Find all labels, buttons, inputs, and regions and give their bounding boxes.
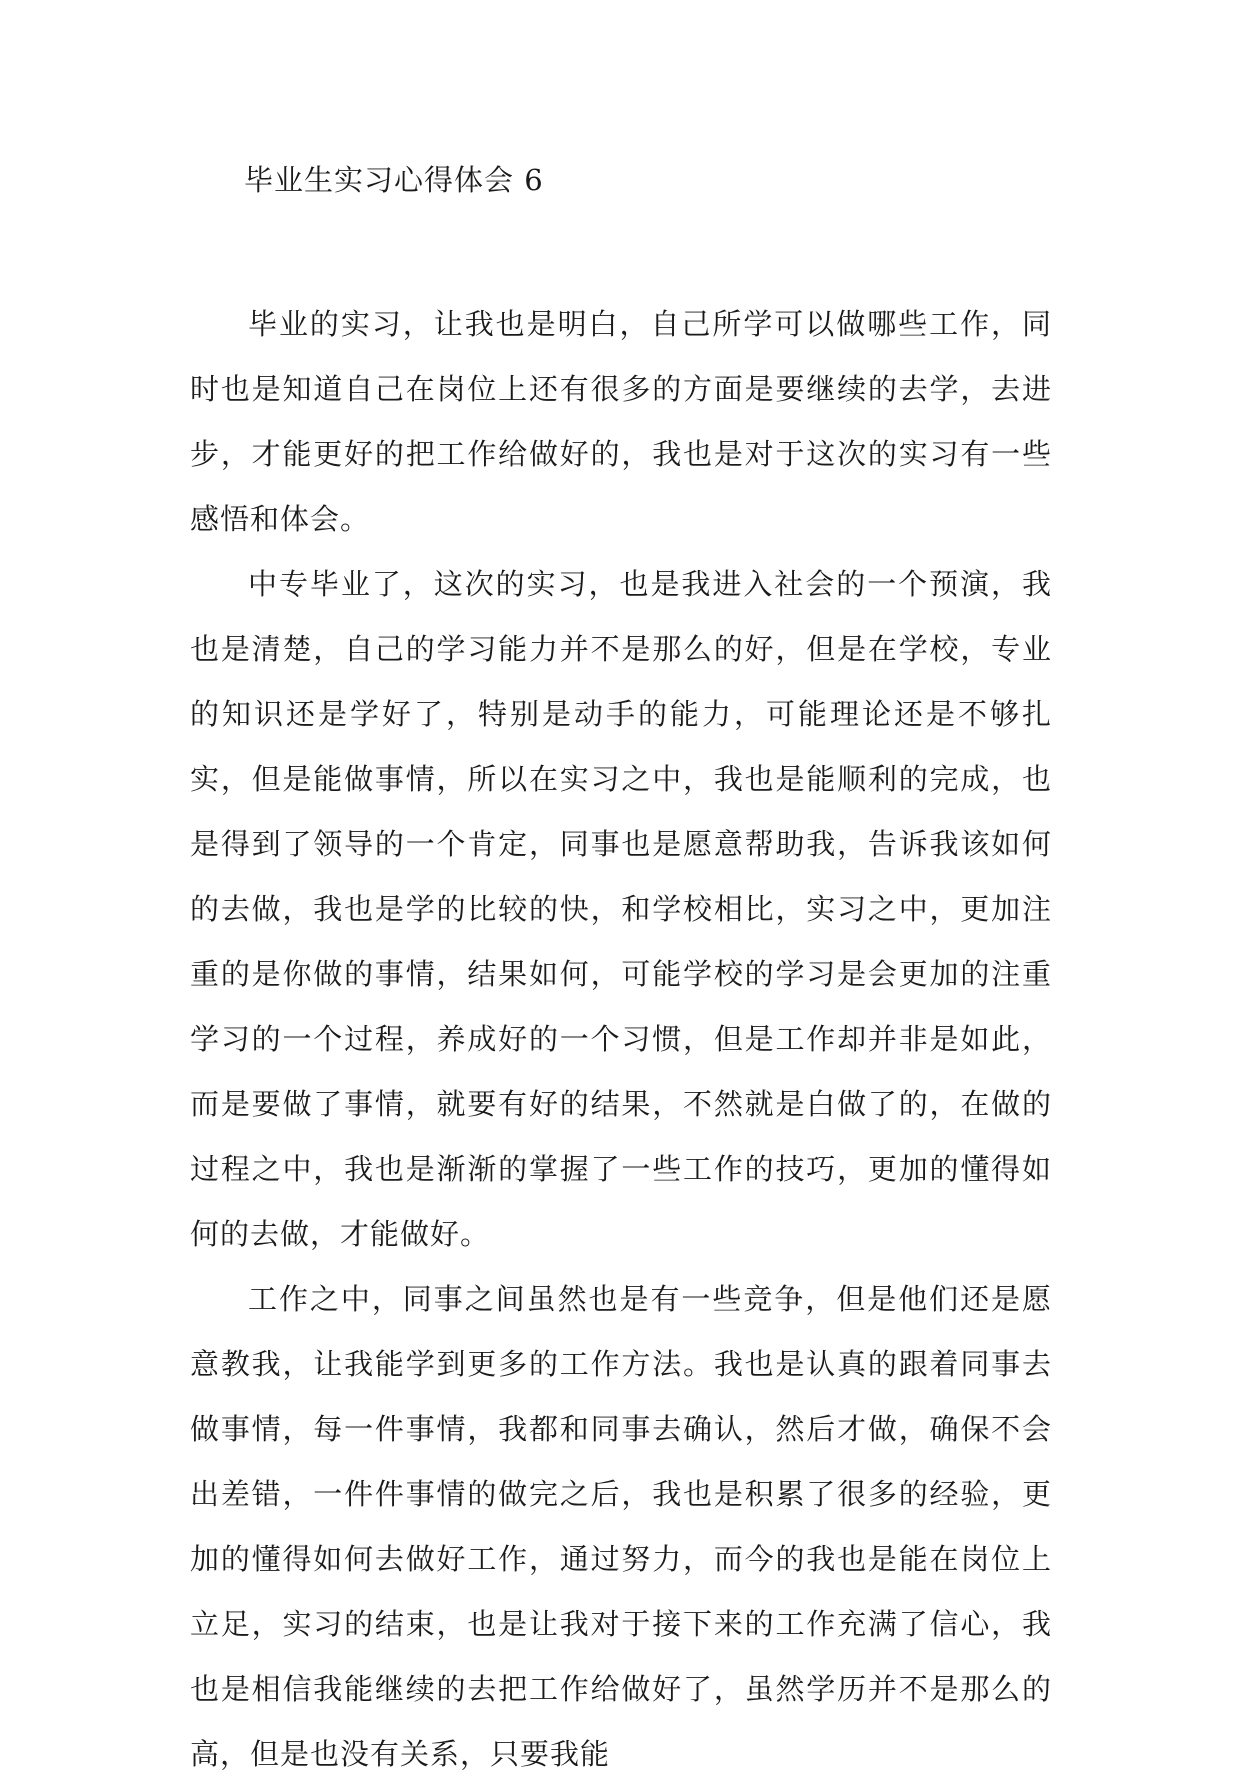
document-body <box>190 292 1052 1787</box>
paragraph-1: 毕业的实习，让我也是明白，自己所学可以做哪些工作，同时也是知道自己在岗位上还有很多的方面是要继续的去学，去进步，才能更好的把工作给做好的，我也是对于这次的实习有一些感悟和体会。 <box>190 307 1052 536</box>
document-title: 毕业生实习心得体会 6 <box>244 163 544 197</box>
paragraph-2: 中专毕业了，这次的实习，也是我进入社会的一个预演，我也是清楚，自己的学习能力并不是那么的好，但是在学校，专业的知识还是学好了，特别是动手的能力，可能理论还是不够扎实，但是能做事情，所以在实习之中，我也是能顺利的完成，也是得到了领导的一个肯定，同事也是愿意帮助我，告诉我该如何的去做，我也是学的比较的快，和学校相比，实习之中，更加注重的是你做的事情，结果如何，可能学校的学习是会更加的注重学习的一个过程，养成好的一个习惯，但是工作却并非是如此，而是要做了事情，就要有好的结果，不然就是白做了的，在做的过程之中，我也是渐渐的掌握了一些工作的技巧，更加的懂得如何的去做，才能做好。 <box>190 567 1052 1251</box>
paragraph-3: 工作之中，同事之间虽然也是有一些竞争，但是他们还是愿意教我，让我能学到更多的工作方法。我也是认真的跟着同事去做事情，每一件事情，我都和同事去确认，然后才做，确保不会出差错，一件件事情的做完之后，我也是积累了很多的经验，更加的懂得如何去做好工作，通过努力，而今的我也是能在岗位上立足，实习的结束，也是让我对于接下来的工作充满了信心，我也是相信我能继续的去把工作给做好了，虽然学历并不是那么的高，但是也没有关系，只要我能 <box>190 1282 1052 1771</box>
